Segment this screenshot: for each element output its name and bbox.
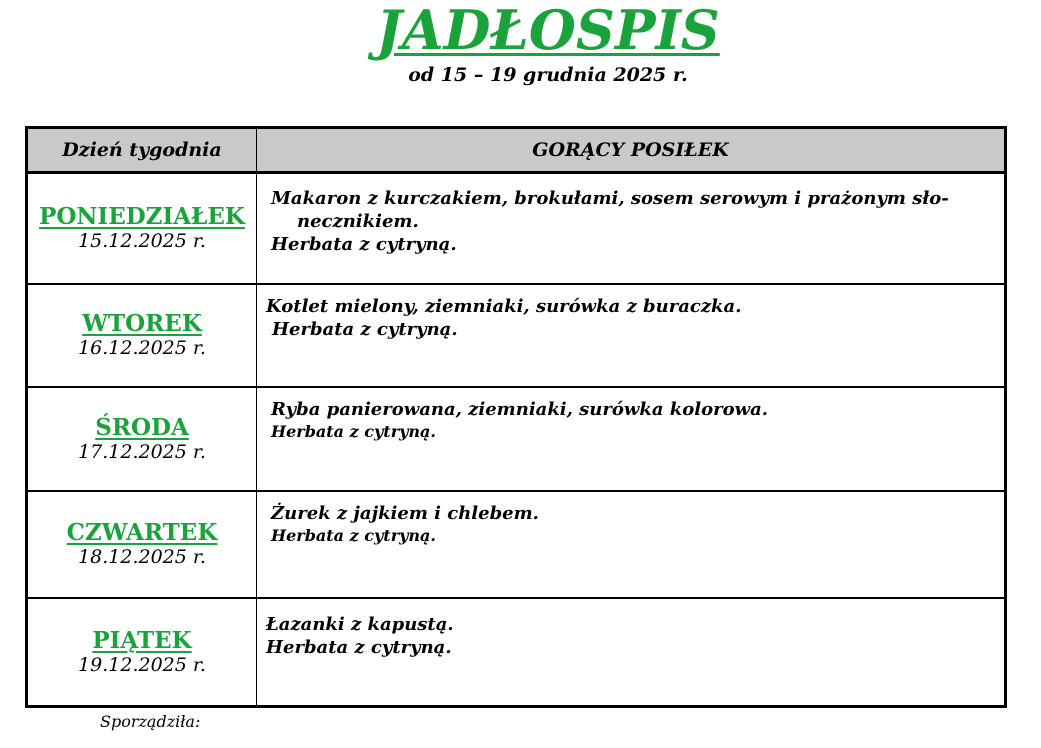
meal-description [257,285,1004,341]
menu-table [25,126,1007,708]
day-name: PIĄTEK [92,626,192,654]
menu-title: JADŁOSPIS [376,0,720,62]
table-row [27,598,1006,707]
day-date: 18.12.2025 r. [78,546,206,568]
meal-line: Kotlet mielony, ziemniaki, surówka z buraczka. [266,295,742,317]
meal-cell [257,491,1006,598]
column-header-meal: GORĄCY POSIŁEK [257,128,1006,173]
day-date: 19.12.2025 r. [78,653,206,676]
meal-description [257,388,1004,443]
meal-line: Ryba panierowana, ziemniaki, surówka kolorowa. [271,398,769,420]
table-row [27,173,1006,284]
date-range-subtitle: od 15 – 19 grudnia 2025 r. [408,64,688,86]
meal-line: Herbata z cytryną. [266,636,452,658]
meal-cell [257,387,1006,491]
table-header-row [27,128,1006,173]
day-cell [27,173,257,284]
day-cell [27,284,257,387]
prepared-by-label: Sporządziła: [100,712,201,731]
day-date: 17.12.2025 r. [78,440,206,463]
meal-description [257,174,1004,256]
meal-line: Łazanki z kapustą. [266,613,454,635]
meal-line: Herbata z cytryną. [272,318,458,340]
column-header-day: Dzień tygodnia [27,128,257,173]
day-cell [27,491,257,598]
table-row [27,491,1006,598]
meal-description [257,599,1004,659]
day-date: 16.12.2025 r. [78,337,206,359]
meal-line: Herbata z cytryną. [271,234,457,255]
meal-line: Herbata z cytryną. [271,421,436,441]
meal-line: Żurek z jajkiem i chlebem. [271,502,539,524]
meal-cell [257,598,1006,707]
day-cell [27,598,257,707]
table-row [27,284,1006,387]
day-name: WTOREK [82,310,202,337]
meal-description [257,492,1004,547]
day-name: PONIEDZIAŁEK [39,203,245,231]
table-row [27,387,1006,491]
meal-cell [257,173,1006,284]
day-name: ŚRODA [95,413,189,441]
day-date: 15.12.2025 r. [78,230,206,253]
meal-line: Herbata z cytryną. [271,525,436,545]
meal-cell [257,284,1006,387]
day-cell [27,387,257,491]
day-name: CZWARTEK [66,519,218,546]
meal-line: necznikiem. [297,211,419,232]
meal-line: Makaron z kurczakiem, brokułami, sosem serowym i prażonym sło- [271,188,949,209]
